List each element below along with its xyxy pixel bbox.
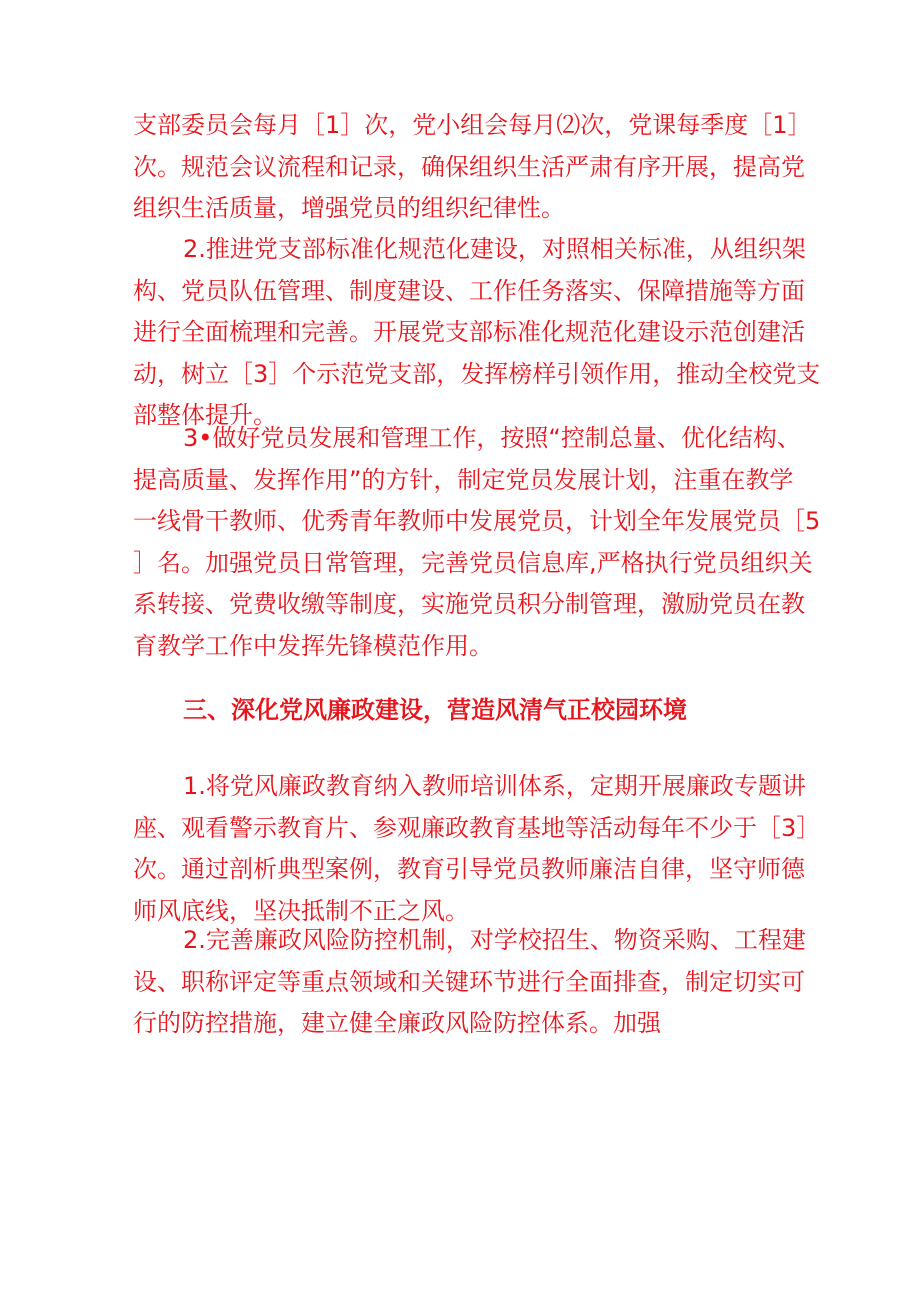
paragraph-branch-standardization [133,229,821,437]
text-line: 1.将党风廉政教育纳入教师培训体系，定期开展廉政专题讲 [183,772,806,800]
text-line: 师风底线，坚决抵制不正之风。 [133,896,469,925]
text-line: 部整体提升。 [133,401,277,429]
text-line: 行的防控措施，建立健全廉政风险防控体系。加强 [133,1009,661,1037]
text-line: 动，树立［3］个示范党支部，发挥榜样引领作用，推动全校党支 [133,359,821,388]
text-line: 2.推进党支部标准化规范化建设，对照相关标准，从组织架 [183,235,806,263]
text-line: 育教学工作中发挥先锋模范作用。 [133,631,493,660]
text-line: 次。通过剖析典型案例，教育引导党员教师廉洁自律，坚守师德 [133,855,805,883]
paragraph-party-meetings [133,105,813,230]
text-line: 支部委员会每月［1］次，党小组会每月⑵次，党课每季度［1］ [133,111,812,139]
text-line: 2.完善廉政风险防控机制，对学校招生、物资采购、工程建 [183,926,806,954]
paragraph-member-development [133,418,821,667]
text-line: 设、职称评定等重点领域和关键环节进行全面排查，制定切实可 [133,967,805,996]
text-line: 组织生活质量，增强党员的组织纪律性。 [133,194,565,222]
paragraph-integrity-education [133,766,821,932]
text-line: 座、观看警示教育片、参观廉政教育基地等活动每年不少于［3］ [133,813,821,842]
text-line: ］名。加强党员日常管理，完善党员信息库,严格执行党员组织关 [133,548,813,577]
text-line: 一线骨干教师、优秀青年教师中发展党员，计划全年发展党员［5 [133,507,821,535]
text-line: 系转接、党费收缴等制度，实施党员积分制管理，激励党员在教 [133,590,805,618]
text-line: 进行全面梳理和完善。开展党支部标准化规范化建设示范创建活 [133,318,805,346]
text-line: 次。规范会议流程和记录，确保组织生活严肃有序开展，提高党 [133,152,805,181]
text-line: 构、党员队伍管理、制度建设、工作任务落实、保障措施等方面 [133,276,805,305]
paragraph-risk-control [133,920,813,1045]
text-line: 提高质量、发挥作用”的方针，制定党员发展计划，注重在教学 [133,465,794,494]
section-heading: 三、深化党风廉政建设，营造风清气正校园环境 [183,696,687,724]
text-line: 3•做好党员发展和管理工作，按照“控制总量、优化结构、 [183,424,801,452]
